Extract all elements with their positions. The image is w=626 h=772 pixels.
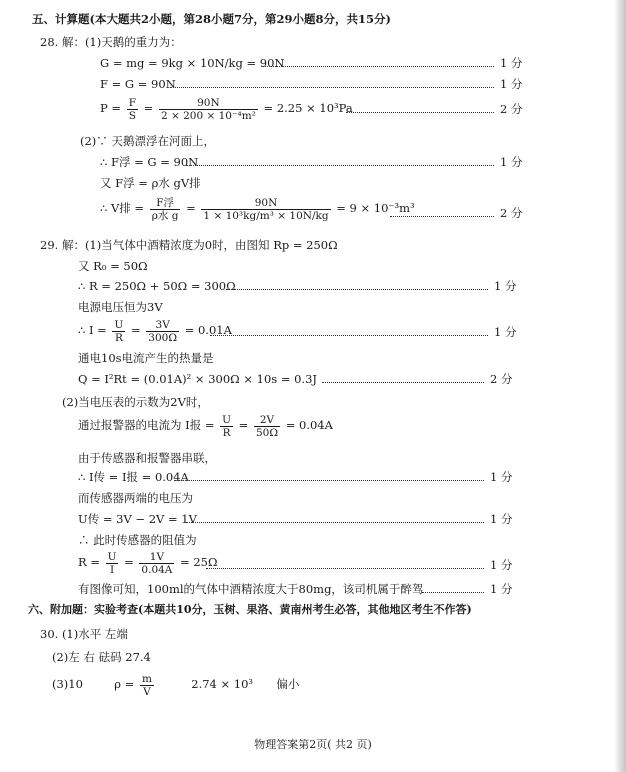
fraction-numerator: F (128, 96, 136, 109)
score: 2 分 (500, 206, 523, 220)
fraction-denominator: 0.04A (141, 563, 173, 576)
formula-lhs: P = (100, 101, 122, 115)
fraction (106, 551, 119, 576)
q30-part1: 30. (1)水平 左端 (40, 627, 128, 641)
fraction-denominator: R (222, 426, 231, 439)
leader (262, 66, 494, 67)
q30-part3-volume: (3)10 (52, 677, 83, 691)
fraction-numerator: U (222, 413, 232, 426)
q29-sensor-voltage-intro: 而传感器两端的电压为 (78, 491, 193, 505)
page-footer: 物理答案第2页( 共2 页) (254, 738, 372, 751)
formula-lhs: ρ = (114, 677, 135, 691)
q30-part3 (52, 671, 299, 698)
score: 2 分 (490, 372, 513, 386)
q30-part2: (2)左 右 砝码 27.4 (52, 650, 151, 664)
equals-sign: = (143, 101, 154, 115)
fraction-numerator: 2V (254, 414, 280, 427)
fraction-numerator: m (141, 672, 152, 685)
leader (422, 592, 484, 593)
equals-sign: = (124, 555, 134, 569)
fraction-denominator: V (143, 685, 151, 698)
q29-sensor-r-intro: ∴ 此时传感器的阻值为 (78, 533, 197, 547)
fraction-numerator: 3V (146, 319, 179, 332)
score: 1 分 (490, 558, 513, 572)
leader (346, 112, 494, 113)
fraction (127, 97, 138, 122)
leader (174, 480, 484, 481)
formula-result: = 2.25 × 10³Pa (263, 101, 353, 115)
fraction-denominator: 300Ω (148, 331, 178, 344)
q29-alarm-current (78, 413, 333, 439)
leader (170, 87, 494, 88)
formula-result: = 0.01A (184, 323, 232, 337)
leader (210, 335, 488, 336)
leader (322, 382, 484, 383)
fraction-numerator: 90N (201, 197, 330, 210)
fraction (150, 197, 181, 222)
q28-buoyancy: ∴ F浮 = G = 90N (100, 155, 199, 169)
fraction (139, 551, 174, 576)
equals-sign: = (130, 323, 141, 337)
q29-heat-intro: 通电10s电流产生的热量是 (78, 351, 214, 365)
leader (186, 165, 494, 166)
formula-result: = 0.04A (285, 418, 333, 432)
fraction (254, 414, 280, 439)
q29-intro: 29. 解：(1)当气体中酒精浓度为0时，由图知 Rp = 250Ω (40, 238, 338, 252)
fraction (220, 414, 233, 439)
q29-sensor-current: ∴ I传 = I报 = 0.04A (78, 470, 189, 484)
q30-part3-bias: 偏小 (276, 677, 300, 691)
fraction-numerator: U (107, 550, 117, 563)
score: 2 分 (500, 102, 523, 116)
fraction (201, 197, 330, 222)
score: 1 分 (500, 56, 523, 70)
fraction-numerator: 90N (159, 97, 258, 110)
formula-lhs: ∴ I = (78, 323, 107, 337)
score: 1 分 (490, 512, 513, 526)
score: 1 分 (490, 582, 513, 596)
q29-series: 由于传感器和报警器串联， (78, 451, 216, 465)
formula-lhs: R = (78, 555, 100, 569)
q30-part3-density-value: 2.74 × 10³ (191, 677, 254, 691)
fraction-denominator: ρ水 g (151, 209, 179, 222)
leader (186, 522, 484, 523)
fraction (159, 97, 258, 122)
q29-sensor-voltage: U传 = 3V − 2V = 1V (78, 512, 197, 526)
q28-part2-intro: (2)∵ 天鹅漂浮在河面上， (80, 134, 215, 148)
fraction (146, 319, 179, 344)
scan-edge-shadow (614, 0, 626, 772)
equals-sign: = (238, 418, 249, 432)
formula-result: = 9 × 10⁻³m³ (336, 201, 415, 215)
fraction-denominator: S (128, 109, 136, 122)
fraction-denominator: 50Ω (255, 426, 279, 439)
q28-buoyancy-formula: 又 F浮 = ρ水 gV排 (100, 176, 201, 190)
fraction (140, 673, 154, 698)
section5-heading: 五、计算题(本大题共2小题，第28小题7分，第29小题8分，共15分) (32, 12, 391, 26)
q29-current (78, 318, 232, 344)
q28-force: F = G = 90N (100, 77, 176, 91)
fraction-denominator: I (109, 563, 115, 576)
fraction (112, 319, 125, 344)
q28-volume (100, 196, 415, 222)
fraction-numerator: 1V (139, 551, 174, 564)
fraction-denominator: 1 × 10³kg/m³ × 10N/kg (203, 209, 329, 222)
score: 1 分 (500, 77, 523, 91)
equals-sign: = (186, 201, 196, 215)
score: 1 分 (494, 325, 517, 339)
fraction-denominator: 2 × 200 × 10⁻⁴m² (160, 109, 256, 122)
q29-voltage: 电源电压恒为3V (78, 300, 163, 314)
formula-lhs: 通过报警器的电流为 I报 = (78, 418, 215, 432)
formula-lhs: ∴ V排 = (100, 201, 145, 215)
score: 1 分 (500, 155, 523, 169)
section6-heading: 六、附加题：实验考查(本题共10分，玉树、果洛、黄南州考生必答，其他地区考生不作答) (28, 603, 472, 616)
score: 1 分 (494, 279, 517, 293)
q29-r0: 又 R₀ = 50Ω (78, 259, 148, 273)
q28-pressure (100, 96, 353, 122)
q28-intro: 28. 解：(1)天鹅的重力为： (40, 35, 182, 49)
q29-conclusion: 有图像可知，100ml的气体中酒精浓度大于80mg，该司机属于醉驾 (78, 582, 424, 596)
fraction-numerator: F浮 (150, 197, 181, 210)
formula-result: = 25Ω (180, 555, 218, 569)
q29-heat: Q = I²Rt = (0.01A)² × 300Ω × 10s = 0.3J (78, 372, 318, 386)
leader (226, 289, 488, 290)
q29-sensor-r (78, 550, 218, 576)
score: 1 分 (490, 470, 513, 484)
q29-part2-intro: (2)当电压表的示数为2V时， (62, 395, 209, 409)
leader (206, 568, 484, 569)
q28-gravity: G = mg = 9kg × 10N/kg = 90N (100, 56, 285, 70)
fraction-denominator: R (114, 331, 123, 344)
q29-r-total: ∴ R = 250Ω + 50Ω = 300Ω (78, 279, 236, 293)
leader (390, 216, 494, 217)
fraction-numerator: U (114, 318, 124, 331)
